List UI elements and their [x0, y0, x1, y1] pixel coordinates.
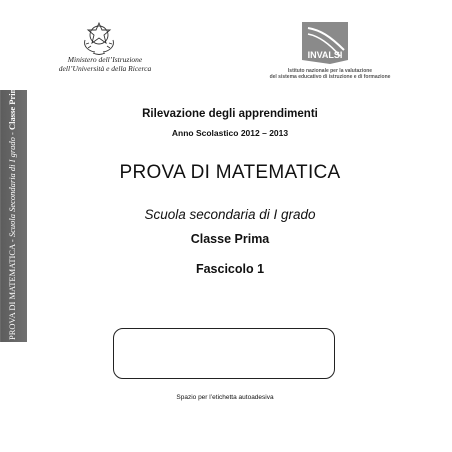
side-bar-school: Scuola Secondaria di I grado	[7, 137, 17, 238]
side-bar-text	[7, 82, 17, 340]
ministry-line1: Ministero dell’Istruzione	[67, 55, 143, 64]
republic-emblem-icon	[79, 20, 119, 56]
invalsi-logo-text: INVALSI	[307, 50, 343, 60]
class-level: Classe Prima	[190, 232, 270, 246]
invalsi-line1: Istituto nazionale per la valutazione	[287, 68, 373, 74]
invalsi-logo-icon	[300, 20, 350, 66]
invalsi-name	[255, 68, 405, 81]
test-title: PROVA DI MATEMATICA	[119, 162, 341, 183]
school-level: Scuola secondaria di I grado	[144, 207, 316, 222]
side-bar-class: Classe Prima	[7, 82, 17, 130]
sticker-label-caption: Spazio per l’etichetta autoadesiva	[176, 394, 274, 401]
sticker-label-box	[113, 328, 335, 379]
ministry-name	[30, 55, 180, 73]
school-year: Anno Scolastico 2012 – 2013	[171, 128, 289, 138]
ministry-line2: dell’Università e della Ricerca	[58, 64, 152, 73]
invalsi-line2: del sistema educativo di istruzione e di formazione	[269, 74, 391, 81]
survey-title: Rilevazione degli apprendimenti	[142, 108, 318, 120]
side-bar-separator-2: -	[7, 129, 17, 138]
side-bar-separator-1: -	[7, 237, 17, 245]
side-bar-subject: PROVA DI MATEMATICA	[7, 244, 17, 340]
booklet-number: Fascicolo 1	[195, 262, 265, 276]
